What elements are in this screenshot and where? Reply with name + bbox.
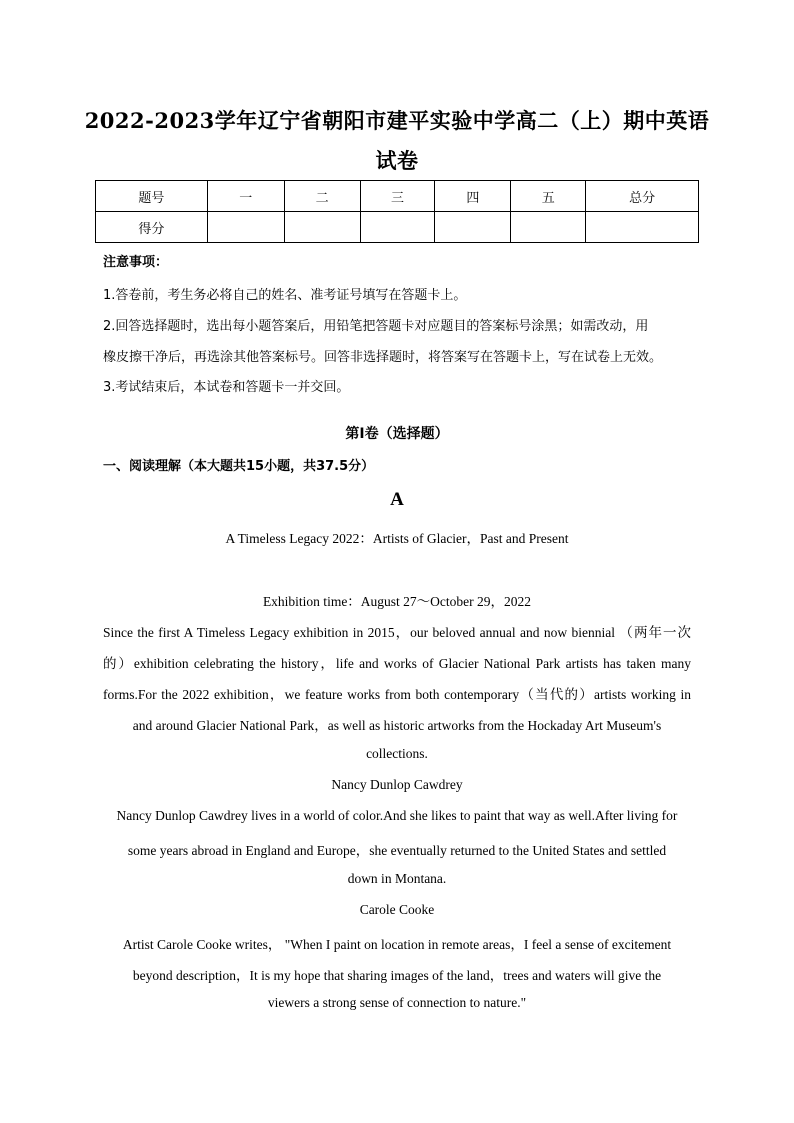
score-table-header-row [96, 181, 699, 212]
score-cell [360, 212, 435, 243]
artist-bio-line: viewers a strong sense of connection to nature." [267, 995, 527, 1010]
score-table-header-cell: 题号 [96, 181, 208, 212]
section-heading: 一、阅读理解（本大题共15小题，共37.5分） [103, 459, 375, 474]
notes-item-2-line-2: 橡皮擦干净后，再选涂其他答案标号。回答非选择题时，将答案写在答题卡上，写在试卷上无效。 [103, 350, 663, 365]
intro-line: and around Glacier National Park，as well as historic artworks from the Hockaday Art Museum's [132, 718, 662, 733]
intro-line: collections. [366, 746, 428, 761]
notes-item-1: 1.答卷前，考生务必将自己的姓名、准考证号填写在答题卡上。 [103, 288, 467, 303]
score-cell [586, 212, 699, 243]
artist-bio-line: some years abroad in England and Europe，she eventually returned to the United States and settled [127, 843, 667, 858]
intro-line: 的）exhibition celebrating the history，life and works of Glacier National Park artists has taken many [103, 656, 691, 671]
passage-heading: A Timeless Legacy 2022：Artists of Glacier，Past and Present [225, 531, 569, 546]
score-table-score-row [96, 212, 699, 243]
volume-title: 第Ⅰ卷（选择题） [345, 426, 449, 442]
notes-item-3: 3.考试结束后，本试卷和答题卡一并交回。 [103, 380, 350, 395]
score-table-header-cell: 三 [360, 181, 435, 212]
artist-bio-line: beyond description，It is my hope that sharing images of the land，trees and waters will give the [132, 968, 662, 983]
score-row-label: 得分 [96, 212, 208, 243]
score-cell [284, 212, 360, 243]
artist-bio-line: down in Montana. [347, 871, 447, 886]
score-table [95, 180, 699, 243]
passage-label: A [390, 489, 404, 510]
score-cell [435, 212, 511, 243]
score-table-header-cell: 总分 [586, 181, 699, 212]
intro-line: forms.For the 2022 exhibition，we feature works from both contemporary（当代的）artists working in [103, 687, 691, 702]
score-cell [511, 212, 586, 243]
intro-line: Since the first A Timeless Legacy exhibition in 2015，our beloved annual and now biennial （两年一次 [103, 625, 691, 640]
notes-item-2-line-1: 2.回答选择题时，选出每小题答案后，用铅笔把答题卡对应题目的答案标号涂黑；如需改动，用 [103, 319, 649, 334]
score-table-header-cell: 一 [207, 181, 284, 212]
artist-name: Carole Cooke [359, 902, 435, 917]
exhibition-time: Exhibition time：August 27～October 29，2022 [262, 594, 532, 609]
artist-bio-line: Nancy Dunlop Cawdrey lives in a world of color.And she likes to paint that way as well.After living for [116, 808, 678, 823]
score-table-header-cell: 五 [511, 181, 586, 212]
score-cell [207, 212, 284, 243]
artist-name: Nancy Dunlop Cawdrey [331, 777, 463, 792]
exam-title-line1: 2022-2023学年辽宁省朝阳市建平实验中学高二（上）期中英语 [84, 108, 710, 133]
score-table-header-cell: 四 [435, 181, 511, 212]
exam-title-line2: 试卷 [375, 148, 419, 173]
artist-bio-line: Artist Carole Cooke writes， "When I paint on location in remote areas，I feel a sense of excitement [122, 937, 672, 952]
notes-heading: 注意事项： [103, 255, 169, 270]
score-table-header-cell: 二 [284, 181, 360, 212]
